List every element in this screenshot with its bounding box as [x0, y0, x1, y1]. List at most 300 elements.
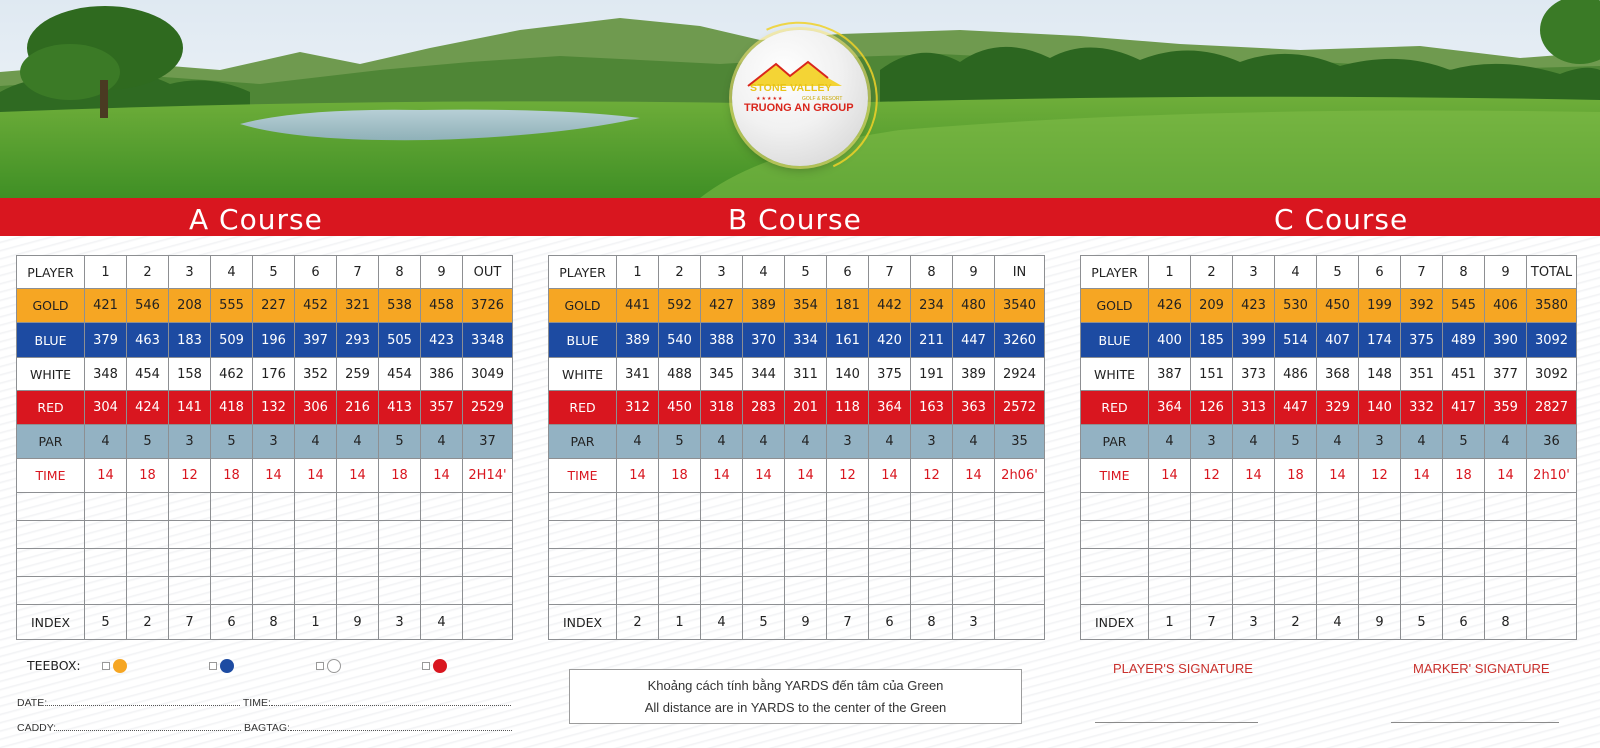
- white-total: 3049: [463, 358, 513, 391]
- header-hole-9: 9: [953, 256, 995, 289]
- index-total[interactable]: [1527, 605, 1577, 640]
- score-cell[interactable]: [785, 521, 827, 549]
- header-hole-5: 5: [785, 256, 827, 289]
- header-label: PLAYER: [1081, 256, 1149, 289]
- player-score-row: [17, 549, 513, 577]
- score-cell[interactable]: [659, 549, 701, 577]
- bagtag-field[interactable]: [290, 722, 512, 731]
- score-cell[interactable]: [1191, 577, 1233, 605]
- score-cell[interactable]: [169, 577, 211, 605]
- logo-group-text: TRUONG AN GROUP: [744, 102, 854, 114]
- time-hole-6: 14: [295, 459, 337, 493]
- red-hole-7: 332: [1401, 391, 1443, 425]
- score-cell[interactable]: [701, 493, 743, 521]
- score-cell[interactable]: [85, 521, 127, 549]
- gold-hole-1: 441: [617, 289, 659, 323]
- score-cell[interactable]: [911, 549, 953, 577]
- gold-label: GOLD: [17, 289, 85, 323]
- index-label: INDEX: [1081, 605, 1149, 640]
- score-cell[interactable]: [743, 493, 785, 521]
- time-hole-7: 14: [337, 459, 379, 493]
- logo-stars: ★★★★★: [756, 96, 784, 102]
- gold-hole-6: 181: [827, 289, 869, 323]
- blue-hole-7: 375: [1401, 323, 1443, 358]
- white-hole-1: 387: [1149, 358, 1191, 391]
- white-hole-9: 386: [421, 358, 463, 391]
- teebox-blue-checkbox[interactable]: [209, 662, 217, 670]
- gold-hole-2: 592: [659, 289, 701, 323]
- player-name-cell[interactable]: [17, 493, 85, 521]
- white-tee-icon: [327, 659, 341, 673]
- score-cell[interactable]: [1527, 521, 1577, 549]
- score-cell[interactable]: [659, 493, 701, 521]
- score-cell[interactable]: [659, 577, 701, 605]
- red-tee-row: [1081, 391, 1577, 425]
- index-total[interactable]: [995, 605, 1045, 640]
- time-hole-7: 14: [869, 459, 911, 493]
- score-cell[interactable]: [379, 577, 421, 605]
- score-cell[interactable]: [1359, 521, 1401, 549]
- score-cell[interactable]: [1443, 549, 1485, 577]
- score-cell[interactable]: [1317, 521, 1359, 549]
- date-field[interactable]: [47, 697, 240, 706]
- gold-total: 3580: [1527, 289, 1577, 323]
- gold-tee-row: [1081, 289, 1577, 323]
- index-hole-2: 2: [127, 605, 169, 640]
- score-cell[interactable]: [1485, 521, 1527, 549]
- header-hole-1: 1: [85, 256, 127, 289]
- score-cell[interactable]: [617, 577, 659, 605]
- par-hole-6: 4: [295, 425, 337, 459]
- blue-hole-6: 174: [1359, 323, 1401, 358]
- score-cell[interactable]: [1233, 549, 1275, 577]
- red-label: RED: [17, 391, 85, 425]
- score-cell[interactable]: [1527, 549, 1577, 577]
- player-name-cell[interactable]: [549, 493, 617, 521]
- blue-hole-7: 293: [337, 323, 379, 358]
- score-cell[interactable]: [337, 577, 379, 605]
- blue-hole-1: 400: [1149, 323, 1191, 358]
- score-cell[interactable]: [1485, 577, 1527, 605]
- blue-tee-row: [1081, 323, 1577, 358]
- gold-hole-5: 354: [785, 289, 827, 323]
- red-hole-3: 313: [1233, 391, 1275, 425]
- header-hole-4: 4: [211, 256, 253, 289]
- score-cell[interactable]: [463, 549, 513, 577]
- time-hole-5: 14: [253, 459, 295, 493]
- score-cell[interactable]: [659, 521, 701, 549]
- score-cell[interactable]: [953, 549, 995, 577]
- score-cell[interactable]: [701, 521, 743, 549]
- blue-hole-9: 447: [953, 323, 995, 358]
- gold-hole-2: 209: [1191, 289, 1233, 323]
- header-hole-4: 4: [1275, 256, 1317, 289]
- red-hole-8: 413: [379, 391, 421, 425]
- time-hole-8: 18: [379, 459, 421, 493]
- index-total[interactable]: [463, 605, 513, 640]
- white-label: WHITE: [17, 358, 85, 391]
- teebox-white-checkbox[interactable]: [316, 662, 324, 670]
- player-name-cell[interactable]: [17, 549, 85, 577]
- gold-hole-3: 423: [1233, 289, 1275, 323]
- white-total: 3092: [1527, 358, 1577, 391]
- white-hole-8: 451: [1443, 358, 1485, 391]
- index-hole-7: 9: [337, 605, 379, 640]
- player-name-cell[interactable]: [549, 577, 617, 605]
- course-c-scorecard: [1080, 255, 1577, 640]
- score-cell[interactable]: [701, 549, 743, 577]
- par-hole-9: 4: [1485, 425, 1527, 459]
- header-hole-9: 9: [1485, 256, 1527, 289]
- score-cell[interactable]: [1149, 521, 1191, 549]
- blue-tee-icon: [220, 659, 234, 673]
- score-cell[interactable]: [1317, 549, 1359, 577]
- score-cell[interactable]: [617, 493, 659, 521]
- player-name-cell[interactable]: [17, 577, 85, 605]
- red-hole-5: 132: [253, 391, 295, 425]
- header-row: [17, 256, 513, 289]
- time-field[interactable]: [271, 697, 511, 706]
- score-cell[interactable]: [85, 493, 127, 521]
- score-cell[interactable]: [1401, 577, 1443, 605]
- score-cell[interactable]: [1149, 549, 1191, 577]
- red-hole-1: 304: [85, 391, 127, 425]
- score-cell[interactable]: [85, 549, 127, 577]
- blue-hole-2: 463: [127, 323, 169, 358]
- score-cell[interactable]: [295, 493, 337, 521]
- distance-note-english: All distance are in YARDS to the center of the Green: [644, 700, 947, 715]
- score-cell[interactable]: [869, 577, 911, 605]
- time-row: [1081, 459, 1577, 493]
- par-hole-7: 4: [1401, 425, 1443, 459]
- gold-hole-6: 452: [295, 289, 337, 323]
- score-cell[interactable]: [827, 549, 869, 577]
- red-hole-1: 312: [617, 391, 659, 425]
- blue-hole-3: 388: [701, 323, 743, 358]
- time-hole-1: 14: [85, 459, 127, 493]
- header-hole-5: 5: [253, 256, 295, 289]
- score-cell[interactable]: [1233, 521, 1275, 549]
- white-hole-7: 351: [1401, 358, 1443, 391]
- index-hole-3: 4: [701, 605, 743, 640]
- course-b-scorecard: [548, 255, 1045, 640]
- score-cell[interactable]: [337, 521, 379, 549]
- score-cell[interactable]: [953, 521, 995, 549]
- gold-total: 3726: [463, 289, 513, 323]
- time-hole-9: 14: [1485, 459, 1527, 493]
- score-cell[interactable]: [1275, 521, 1317, 549]
- score-cell[interactable]: [1359, 549, 1401, 577]
- red-hole-9: 357: [421, 391, 463, 425]
- score-cell[interactable]: [1485, 493, 1527, 521]
- time-row: [549, 459, 1045, 493]
- white-hole-6: 140: [827, 358, 869, 391]
- header-hole-2: 2: [659, 256, 701, 289]
- white-label: WHITE: [1081, 358, 1149, 391]
- score-cell[interactable]: [827, 577, 869, 605]
- gold-hole-6: 199: [1359, 289, 1401, 323]
- score-cell[interactable]: [953, 577, 995, 605]
- score-cell[interactable]: [743, 577, 785, 605]
- header-hole-3: 3: [1233, 256, 1275, 289]
- score-cell[interactable]: [1359, 577, 1401, 605]
- header-row: [1081, 256, 1577, 289]
- teebox-gold-checkbox[interactable]: [102, 662, 110, 670]
- time-hole-5: 14: [1317, 459, 1359, 493]
- score-cell[interactable]: [1149, 577, 1191, 605]
- white-hole-1: 348: [85, 358, 127, 391]
- score-cell[interactable]: [911, 493, 953, 521]
- white-total: 2924: [995, 358, 1045, 391]
- score-cell[interactable]: [127, 493, 169, 521]
- score-cell[interactable]: [1317, 493, 1359, 521]
- score-cell[interactable]: [295, 521, 337, 549]
- score-cell[interactable]: [463, 493, 513, 521]
- par-total: 36: [1527, 425, 1577, 459]
- index-hole-2: 7: [1191, 605, 1233, 640]
- score-cell[interactable]: [211, 493, 253, 521]
- score-cell[interactable]: [337, 549, 379, 577]
- header-hole-7: 7: [337, 256, 379, 289]
- red-hole-3: 318: [701, 391, 743, 425]
- white-tee-row: [549, 358, 1045, 391]
- blue-hole-6: 161: [827, 323, 869, 358]
- hero-landscape: [0, 0, 1600, 198]
- white-hole-3: 345: [701, 358, 743, 391]
- score-cell[interactable]: [211, 521, 253, 549]
- white-hole-5: 176: [253, 358, 295, 391]
- score-cell[interactable]: [1527, 493, 1577, 521]
- score-cell[interactable]: [701, 577, 743, 605]
- score-cell[interactable]: [1149, 493, 1191, 521]
- header-hole-3: 3: [701, 256, 743, 289]
- score-cell[interactable]: [1359, 493, 1401, 521]
- white-label: WHITE: [549, 358, 617, 391]
- white-hole-6: 148: [1359, 358, 1401, 391]
- player-name-cell[interactable]: [549, 521, 617, 549]
- header-label: PLAYER: [17, 256, 85, 289]
- gold-hole-4: 389: [743, 289, 785, 323]
- score-cell[interactable]: [169, 493, 211, 521]
- score-cell[interactable]: [1401, 549, 1443, 577]
- score-cell[interactable]: [253, 521, 295, 549]
- blue-hole-2: 185: [1191, 323, 1233, 358]
- score-cell[interactable]: [127, 549, 169, 577]
- score-cell[interactable]: [995, 493, 1045, 521]
- score-cell[interactable]: [295, 549, 337, 577]
- score-cell[interactable]: [1443, 577, 1485, 605]
- gold-hole-4: 555: [211, 289, 253, 323]
- red-hole-7: 364: [869, 391, 911, 425]
- blue-hole-3: 399: [1233, 323, 1275, 358]
- white-hole-9: 377: [1485, 358, 1527, 391]
- score-cell[interactable]: [869, 521, 911, 549]
- score-cell[interactable]: [421, 521, 463, 549]
- score-cell[interactable]: [911, 577, 953, 605]
- score-cell[interactable]: [1275, 493, 1317, 521]
- score-cell[interactable]: [463, 577, 513, 605]
- score-cell[interactable]: [85, 577, 127, 605]
- score-cell[interactable]: [869, 493, 911, 521]
- teebox-red-checkbox[interactable]: [422, 662, 430, 670]
- par-hole-5: 4: [785, 425, 827, 459]
- blue-hole-4: 370: [743, 323, 785, 358]
- gold-hole-3: 208: [169, 289, 211, 323]
- score-cell[interactable]: [785, 549, 827, 577]
- player-name-cell[interactable]: [1081, 549, 1149, 577]
- score-cell[interactable]: [869, 549, 911, 577]
- score-cell[interactable]: [785, 577, 827, 605]
- par-hole-8: 5: [1443, 425, 1485, 459]
- score-cell[interactable]: [1443, 493, 1485, 521]
- index-hole-4: 6: [211, 605, 253, 640]
- player-name-cell[interactable]: [549, 549, 617, 577]
- gold-hole-5: 450: [1317, 289, 1359, 323]
- index-label: INDEX: [17, 605, 85, 640]
- gold-hole-5: 227: [253, 289, 295, 323]
- white-hole-5: 368: [1317, 358, 1359, 391]
- gold-hole-8: 538: [379, 289, 421, 323]
- score-cell[interactable]: [617, 521, 659, 549]
- score-cell[interactable]: [1191, 549, 1233, 577]
- score-cell[interactable]: [743, 521, 785, 549]
- score-cell[interactable]: [1275, 577, 1317, 605]
- score-cell[interactable]: [827, 493, 869, 521]
- score-cell[interactable]: [1191, 521, 1233, 549]
- blue-total: 3092: [1527, 323, 1577, 358]
- player-score-row: [1081, 521, 1577, 549]
- score-cell[interactable]: [953, 493, 995, 521]
- score-cell[interactable]: [911, 521, 953, 549]
- time-total: 2h10': [1527, 459, 1577, 493]
- gold-hole-8: 545: [1443, 289, 1485, 323]
- score-cell[interactable]: [379, 549, 421, 577]
- score-cell[interactable]: [421, 577, 463, 605]
- red-tee-row: [549, 391, 1045, 425]
- score-cell[interactable]: [337, 493, 379, 521]
- gold-hole-7: 392: [1401, 289, 1443, 323]
- score-cell[interactable]: [827, 521, 869, 549]
- course-a-title: A Course: [189, 203, 323, 236]
- player-score-row: [17, 493, 513, 521]
- par-hole-3: 3: [169, 425, 211, 459]
- time-label: TIME: [1081, 459, 1149, 493]
- blue-hole-9: 390: [1485, 323, 1527, 358]
- score-cell[interactable]: [253, 577, 295, 605]
- score-cell[interactable]: [617, 549, 659, 577]
- par-hole-5: 3: [253, 425, 295, 459]
- score-cell[interactable]: [995, 521, 1045, 549]
- score-cell[interactable]: [785, 493, 827, 521]
- score-cell[interactable]: [379, 521, 421, 549]
- score-cell[interactable]: [253, 493, 295, 521]
- player-signature-line[interactable]: [1095, 722, 1258, 723]
- red-total: 2529: [463, 391, 513, 425]
- header-hole-7: 7: [869, 256, 911, 289]
- white-hole-8: 454: [379, 358, 421, 391]
- blue-hole-4: 514: [1275, 323, 1317, 358]
- par-label: PAR: [549, 425, 617, 459]
- score-cell[interactable]: [1233, 577, 1275, 605]
- score-cell[interactable]: [1443, 521, 1485, 549]
- index-hole-1: 2: [617, 605, 659, 640]
- caddy-field[interactable]: [56, 722, 241, 731]
- score-cell[interactable]: [211, 549, 253, 577]
- score-cell[interactable]: [211, 577, 253, 605]
- player-name-cell[interactable]: [1081, 493, 1149, 521]
- score-cell[interactable]: [295, 577, 337, 605]
- score-cell[interactable]: [995, 549, 1045, 577]
- blue-hole-7: 420: [869, 323, 911, 358]
- score-cell[interactable]: [1527, 577, 1577, 605]
- par-total: 37: [463, 425, 513, 459]
- score-cell[interactable]: [743, 549, 785, 577]
- score-cell[interactable]: [169, 549, 211, 577]
- score-cell[interactable]: [1317, 577, 1359, 605]
- player-name-cell[interactable]: [1081, 577, 1149, 605]
- par-hole-6: 3: [1359, 425, 1401, 459]
- score-cell[interactable]: [169, 521, 211, 549]
- score-cell[interactable]: [1401, 521, 1443, 549]
- score-cell[interactable]: [1401, 493, 1443, 521]
- blue-hole-8: 211: [911, 323, 953, 358]
- score-cell[interactable]: [1275, 549, 1317, 577]
- score-cell[interactable]: [421, 549, 463, 577]
- par-hole-1: 4: [617, 425, 659, 459]
- index-hole-6: 9: [1359, 605, 1401, 640]
- index-hole-6: 7: [827, 605, 869, 640]
- course-b-title: B Course: [728, 203, 862, 236]
- index-hole-3: 7: [169, 605, 211, 640]
- time-label: TIME:: [242, 697, 271, 709]
- red-hole-2: 126: [1191, 391, 1233, 425]
- gold-hole-7: 321: [337, 289, 379, 323]
- player-name-cell[interactable]: [1081, 521, 1149, 549]
- score-cell[interactable]: [127, 577, 169, 605]
- score-cell[interactable]: [995, 577, 1045, 605]
- red-hole-4: 418: [211, 391, 253, 425]
- score-cell[interactable]: [1485, 549, 1527, 577]
- par-label: PAR: [1081, 425, 1149, 459]
- red-label: RED: [1081, 391, 1149, 425]
- score-cell[interactable]: [127, 521, 169, 549]
- red-hole-6: 140: [1359, 391, 1401, 425]
- score-cell[interactable]: [379, 493, 421, 521]
- score-cell[interactable]: [463, 521, 513, 549]
- time-hole-1: 14: [617, 459, 659, 493]
- score-cell[interactable]: [421, 493, 463, 521]
- white-hole-4: 462: [211, 358, 253, 391]
- header-total: TOTAL: [1527, 256, 1577, 289]
- gold-hole-8: 234: [911, 289, 953, 323]
- time-label: TIME: [17, 459, 85, 493]
- player-score-row: [549, 493, 1045, 521]
- marker-signature-line[interactable]: [1391, 722, 1559, 723]
- score-cell[interactable]: [253, 549, 295, 577]
- score-cell[interactable]: [1191, 493, 1233, 521]
- player-score-row: [17, 521, 513, 549]
- distance-note: [569, 669, 1022, 724]
- score-cell[interactable]: [1233, 493, 1275, 521]
- blue-hole-6: 397: [295, 323, 337, 358]
- player-name-cell[interactable]: [17, 521, 85, 549]
- index-hole-5: 8: [253, 605, 295, 640]
- marker-signature-label: MARKER' SIGNATURE: [1413, 661, 1550, 676]
- blue-tee-row: [17, 323, 513, 358]
- red-hole-1: 364: [1149, 391, 1191, 425]
- stone-valley-logo: [732, 30, 868, 166]
- white-hole-1: 341: [617, 358, 659, 391]
